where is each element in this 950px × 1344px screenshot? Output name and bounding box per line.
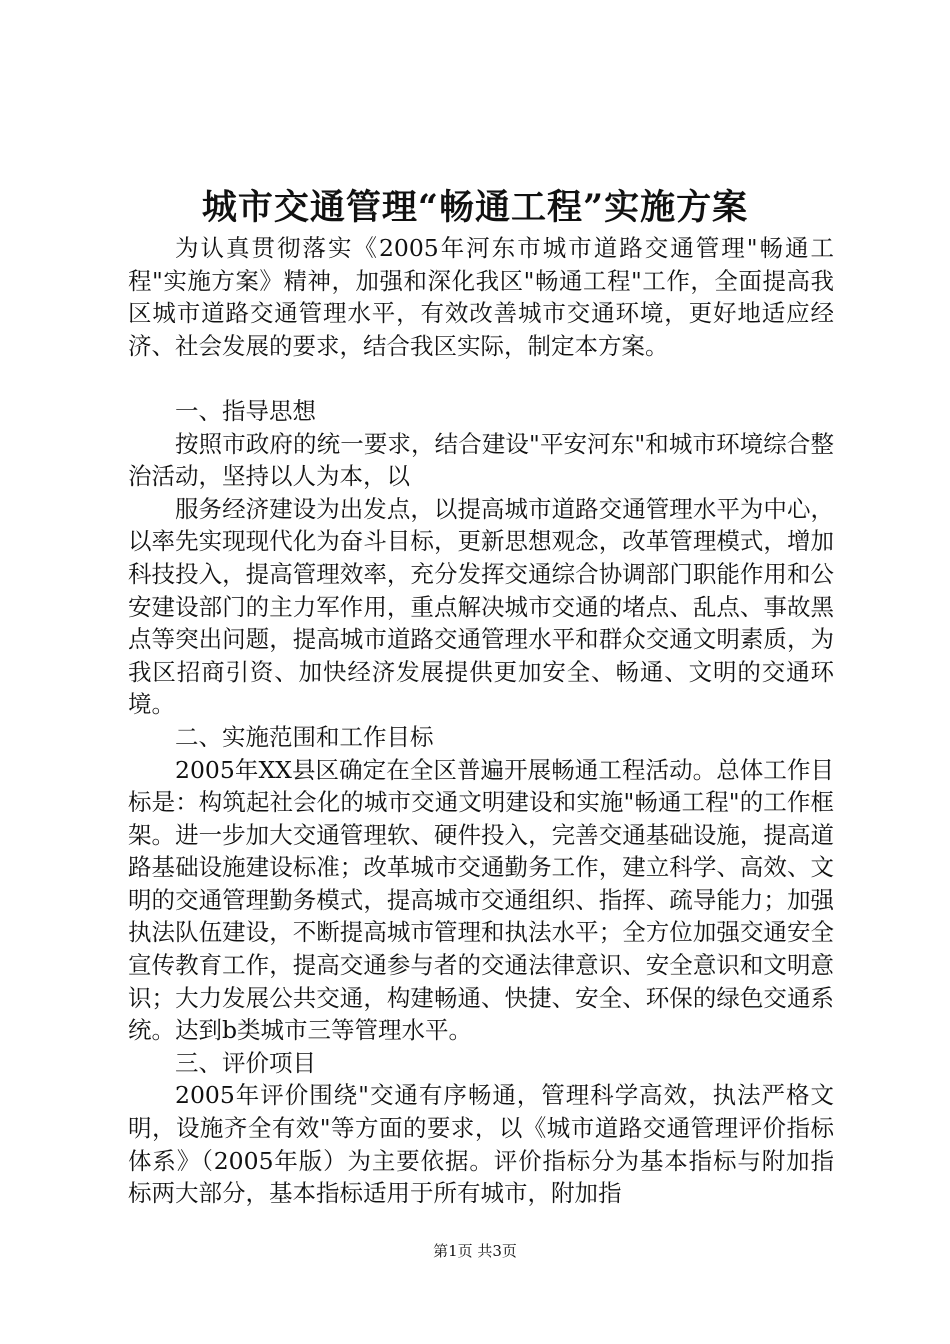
intro-paragraph: 为认真贯彻落实《2005年河东市城市道路交通管理"畅通工程"实施方案》精神，加强和深化我区"畅通工程"工作，全面提高我区城市道路交通管理水平，有效改善城市交通环境，更好地适应经济、社会发展的要求，结合我区实际，制定本方案。 (128, 234, 834, 360)
section-3-paragraph-1: 2005年评价围绕"交通有序畅通，管理科学高效，执法严格文明，设施齐全有效"等方面的要求，以《城市道路交通管理评价指标体系》（2005年版）为主要依据。评价指标分为基本指标与附加指标两大部分，基本指标适用于所有城市，附加指 (128, 1081, 834, 1208)
page-number-footer: 第1页 共3页 (433, 1242, 517, 1260)
section-heading-evaluation-items: 三、评价项目 (175, 1048, 316, 1077)
section-1-paragraph-2: 服务经济建设为出发点，以提高城市道路交通管理水平为中心，以率先实现现代化为奋斗目标，更新思想观念，改革管理模式，增加科技投入，提高管理效率，充分发挥交通综合协调部门职能作用和公安建设部门的主力军作用，重点解决城市交通的堵点、乱点、事故黑点等突出问题，提高城市道路交通管理水平和群众交通文明素质，为我区招商引资、加快经济发展提供更加安全、畅通、文明的交通环境。 (128, 494, 834, 719)
section-2-paragraph-1: 2005年XX县区确定在全区普遍开展畅通工程活动。总体工作目标是：构筑起社会化的城市交通文明建设和实施"畅通工程"的工作框架。进一步加大交通管理软、硬件投入，完善交通基础设施，提高道路基础设施建设标准；改革城市交通勤务工作，建立科学、高效、文明的交通管理勤务模式，提高城市交通组织、指挥、疏导能力；加强执法队伍建设，不断提高城市管理和执法水平；全方位加强交通安全宣传教育工作，提高交通参与者的交通法律意识、安全意识和文明意识；大力发展公共交通，构建畅通、快捷、安全、环保的绿色交通系统。达到b类城市三等管理水平。 (128, 755, 834, 1045)
paragraph-spacer (128, 362, 834, 395)
section-heading-scope-and-goals: 二、实施范围和工作目标 (175, 722, 434, 751)
section-heading-guiding-thought: 一、指导思想 (175, 396, 316, 425)
document-title: 城市交通管理“畅通工程”实施方案 (201, 187, 749, 228)
document-body (128, 232, 834, 1210)
section-1-paragraph-1: 按照市政府的统一要求，结合建设"平安河东"和城市环境综合整治活动，坚持以人为本，以 (128, 429, 834, 491)
